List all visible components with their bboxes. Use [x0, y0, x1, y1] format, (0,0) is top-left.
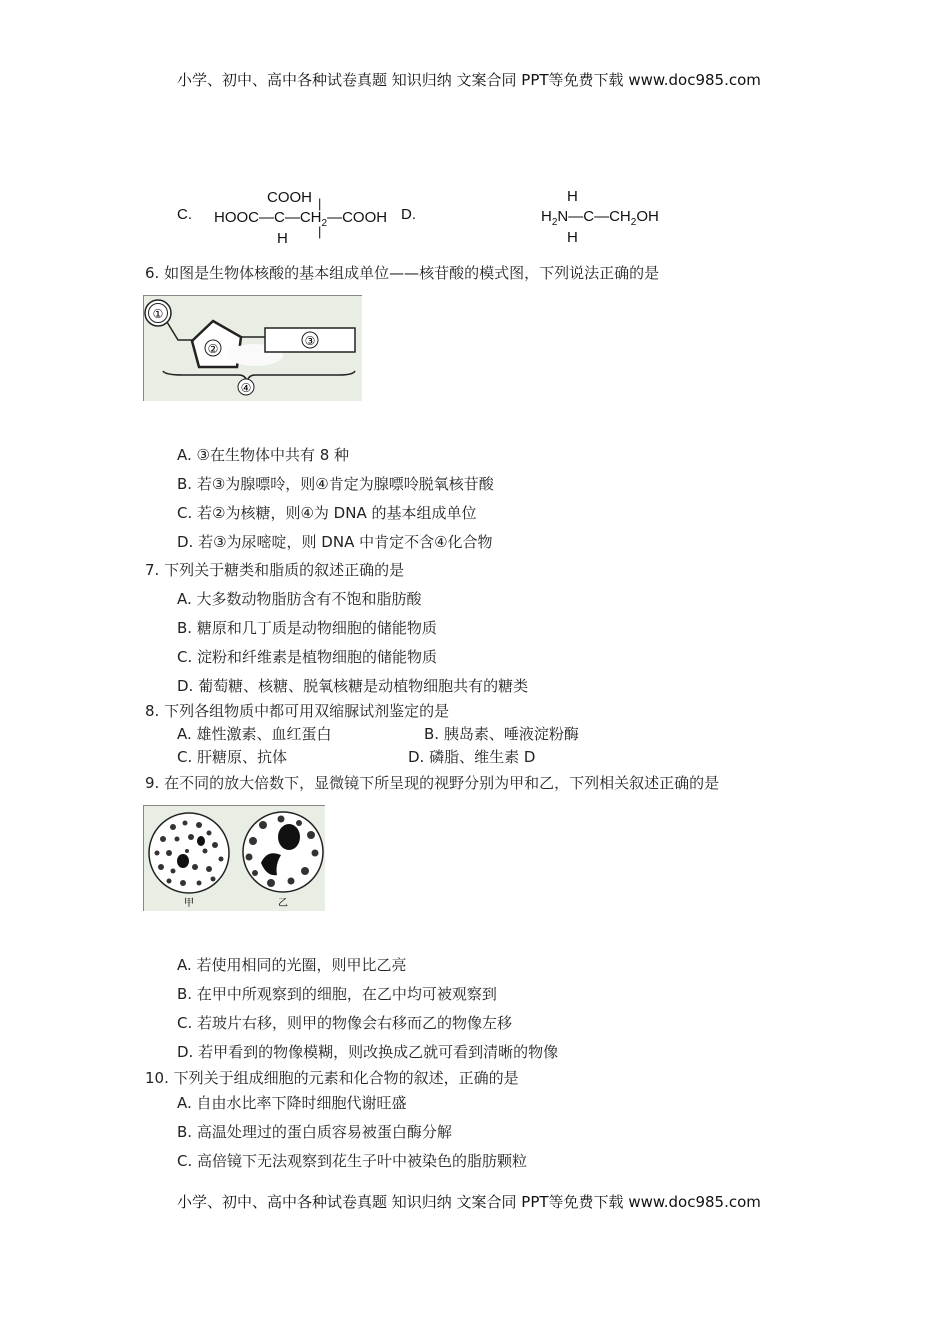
q9-option-d: D. 若甲看到的物像模糊，则改换成乙就可看到清晰的物像: [177, 1043, 559, 1061]
q9-stem: 9. 在不同的放大倍数下，显微镜下所呈现的视野分别为甲和乙，下列相关叙述正确的是: [145, 774, 720, 792]
q5-c-formula-bar-bottom: |: [318, 224, 322, 239]
q5-d-formula-bottom: H: [567, 229, 578, 246]
q5-d-formula-end: OH: [636, 208, 659, 225]
q5-option-c-label: C.: [177, 206, 192, 223]
q10-stem: 10. 下列关于组成细胞的元素和化合物的叙述，正确的是: [145, 1069, 519, 1087]
q6-nucleotide-diagram: [143, 295, 362, 401]
q9-option-a: A. 若使用相同的光圈，则甲比乙亮: [177, 956, 407, 974]
q5-c-formula-left: HOOC—C—CH: [214, 209, 322, 226]
q5-c-formula-bottom: H: [277, 230, 288, 247]
q5-d-formula-top: H: [567, 188, 578, 205]
q5-c-formula-sub: 2: [321, 218, 328, 229]
label-2: ②: [207, 342, 219, 356]
q7-option-c: C. 淀粉和纤维素是植物细胞的储能物质: [177, 648, 438, 666]
q9-option-b: B. 在甲中所观察到的细胞，在乙中均可被观察到: [177, 985, 497, 1003]
q5-d-formula-main: [541, 208, 659, 228]
label-4: ④: [240, 381, 252, 395]
q9-microscope-diagram: [143, 805, 325, 911]
q5-c-formula-right: —COOH: [327, 209, 388, 226]
q5-d-formula-sub2: 2: [630, 217, 637, 228]
q5-d-formula-sub: 2: [551, 217, 558, 228]
page-header: 小学、初中、高中各种试卷真题 知识归纳 文案合同 PPT等免费下载 www.doc985.com: [177, 71, 761, 89]
q8-option-d: D. 磷脂、维生素 D: [408, 748, 536, 766]
q5-c-formula-top: COOH: [267, 189, 312, 206]
q6-option-a: A. ③在生物体中共有 8 种: [177, 446, 350, 464]
q7-option-d: D. 葡萄糖、核糖、脱氧核糖是动植物细胞共有的糖类: [177, 677, 529, 695]
label-yi: 乙: [278, 898, 288, 909]
q6-option-c: C. 若②为核糖，则④为 DNA 的基本组成单位: [177, 504, 477, 522]
q10-option-b: B. 高温处理过的蛋白质容易被蛋白酶分解: [177, 1123, 452, 1141]
q8-option-a: A. 雄性激素、血红蛋白: [177, 725, 332, 743]
q6-nucleotide-figure: [143, 295, 362, 401]
q6-stem: 6. 如图是生物体核酸的基本组成单位——核苷酸的模式图，下列说法正确的是: [145, 264, 660, 282]
q7-stem: 7. 下列关于糖类和脂质的叙述正确的是: [145, 561, 405, 579]
q5-d-formula-mid: N—C—CH: [557, 208, 631, 225]
label-1: ①: [152, 307, 164, 321]
q5-c-formula-bar-top: |: [318, 196, 322, 211]
q7-option-b: B. 糖原和几丁质是动物细胞的储能物质: [177, 619, 437, 637]
q8-option-c: C. 肝糖原、抗体: [177, 748, 288, 766]
q6-option-b: B. 若③为腺嘌呤，则④肯定为腺嘌呤脱氧核苷酸: [177, 475, 494, 493]
label-jia: 甲: [184, 898, 194, 909]
q9-microscope-figure: [143, 805, 325, 911]
field-yi: [243, 812, 323, 892]
q6-option-d: D. 若③为尿嘧啶，则 DNA 中肯定不含④化合物: [177, 533, 493, 551]
q8-option-b: B. 胰岛素、唾液淀粉酶: [424, 725, 579, 743]
field-jia: [149, 813, 229, 893]
q5-c-formula-main: [214, 209, 387, 229]
q9-option-c: C. 若玻片右移，则甲的物像会右移而乙的物像左移: [177, 1014, 513, 1032]
q10-option-a: A. 自由水比率下降时细胞代谢旺盛: [177, 1094, 407, 1112]
q7-option-a: A. 大多数动物脂肪含有不饱和脂肪酸: [177, 590, 422, 608]
q5-option-d-label: D.: [401, 206, 416, 223]
q8-stem: 8. 下列各组物质中都可用双缩脲试剂鉴定的是: [145, 702, 450, 720]
label-3: ③: [304, 334, 316, 348]
q10-option-c: C. 高倍镜下无法观察到花生子叶中被染色的脂肪颗粒: [177, 1152, 528, 1170]
page-footer: 小学、初中、高中各种试卷真题 知识归纳 文案合同 PPT等免费下载 www.doc985.com: [177, 1193, 761, 1211]
q5-d-formula-left: H: [541, 208, 552, 225]
